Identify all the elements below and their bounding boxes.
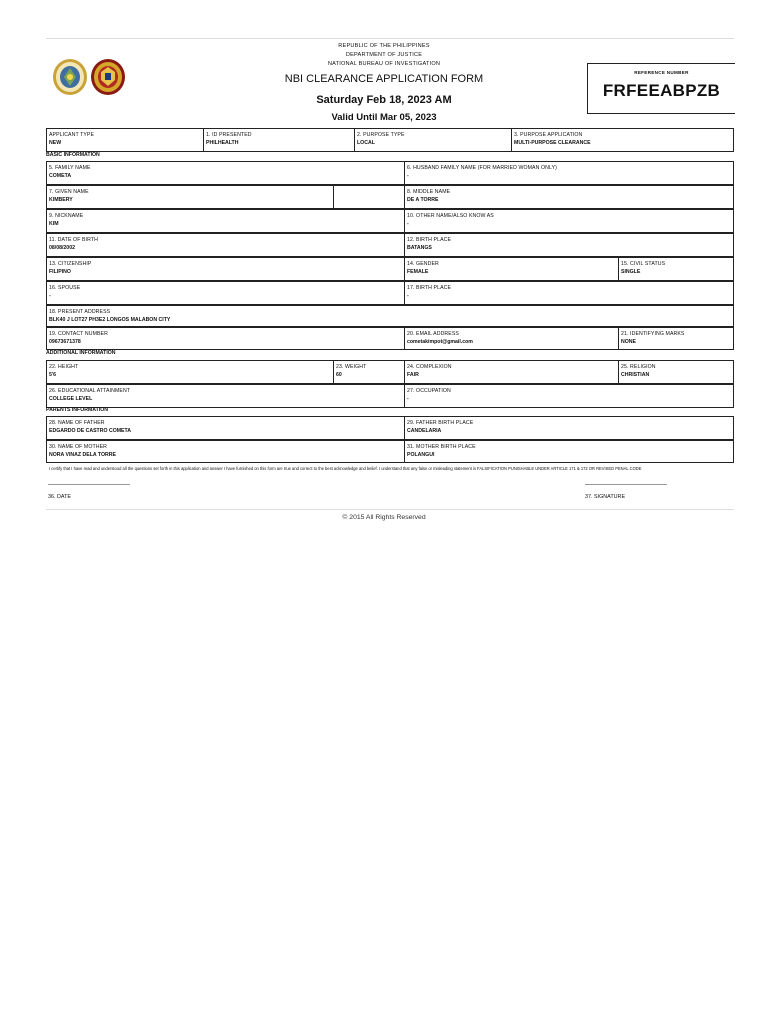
field-label: 30. NAME OF MOTHER	[49, 444, 108, 450]
field-value: DE A TORRE	[407, 197, 439, 203]
applicant-type-cell	[47, 129, 203, 151]
application-date: Saturday Feb 18, 2023 AM	[316, 94, 452, 106]
field-value: PHILHEALTH	[206, 140, 239, 146]
field-label: 23. WEIGHT	[336, 364, 367, 370]
field-value: -	[49, 293, 51, 299]
family-name-row	[46, 161, 734, 185]
field-label: 15. CIVIL STATUS	[621, 261, 666, 267]
field-label: 25. RELIGION	[621, 364, 656, 370]
field-value: COMETA	[49, 173, 72, 179]
field-label: 20. EMAIL ADDRESS	[407, 331, 459, 337]
field-label: 19. CONTACT NUMBER	[49, 331, 108, 337]
copyright-footer: © 2015 All Rights Reserved	[342, 514, 426, 521]
field-value: FAIR	[407, 372, 419, 378]
field-label: 7. GIVEN NAME	[49, 189, 89, 195]
field-value: FILIPINO	[49, 269, 71, 275]
field-label: 17. BIRTH PLACE	[407, 285, 452, 291]
education-row	[46, 384, 734, 408]
gender-cell	[404, 258, 618, 280]
identifying-marks-cell	[618, 328, 733, 349]
field-value: 09673671378	[49, 339, 81, 345]
field-label: 22. HEIGHT	[49, 364, 79, 370]
contact-row	[46, 327, 734, 350]
field-value: KIMBERY	[49, 197, 73, 203]
field-label: 1. ID PRESENTED	[206, 132, 252, 138]
field-label: APPLICANT TYPE	[49, 132, 95, 138]
field-label: 3. PURPOSE APPLICATION	[514, 132, 583, 138]
signature-label: 37. SIGNATURE	[585, 494, 626, 500]
field-value: LOCAL	[357, 140, 375, 146]
spouse-cell	[47, 282, 404, 304]
spouse-birth-place-cell	[404, 282, 733, 304]
date-line	[48, 484, 130, 485]
id-presented-cell	[203, 129, 354, 151]
nickname-cell	[47, 210, 404, 232]
certification-statement: I certify that I have read and understood all the questions set forth in this application and answer I have furnished on this form are true and correct to the best acknowledge and belief. I understand that any false or misleading statement is FALSIFICATION PUNISHABLE UNDER ARTICLE 171 & 172 OR REVISED PENAL CODE	[49, 466, 642, 471]
department-line: DEPARTMENT OF JUSTICE	[345, 52, 423, 58]
field-label: 27. OCCUPATION	[407, 388, 451, 394]
birth-row	[46, 233, 734, 257]
religion-cell	[618, 361, 733, 383]
section-basic-information: BASIC INFORMATION	[46, 152, 100, 158]
reference-box	[587, 63, 735, 114]
present-address-cell	[47, 306, 733, 326]
contact-number-cell	[47, 328, 404, 349]
middle-name-cell	[404, 186, 733, 208]
field-value: FEMALE	[407, 269, 429, 275]
section-additional-information: ADDITIONAL INFORMATION	[46, 350, 116, 356]
field-label: 12. BIRTH PLACE	[407, 237, 452, 243]
field-label: 6. HUSBAND FAMILY NAME (FOR MARRIED WOMAN ONLY)	[407, 165, 557, 171]
nickname-row	[46, 209, 734, 233]
given-name-cell	[47, 186, 333, 208]
field-value: CHRISTIAN	[621, 372, 650, 378]
civil-status-cell	[618, 258, 733, 280]
reference-label: REFERENCE NUMBER	[634, 70, 689, 75]
section-parents-information: PARENTS INFORMATION	[46, 407, 109, 413]
field-label: 2. PURPOSE TYPE	[357, 132, 405, 138]
field-value: -	[407, 396, 409, 402]
signature-line	[585, 484, 667, 485]
spouse-row	[46, 281, 734, 305]
father-name-cell	[47, 417, 404, 439]
field-label: 11. DATE OF BIRTH	[49, 237, 98, 243]
complexion-cell	[404, 361, 618, 383]
field-label: 9. NICKNAME	[49, 213, 84, 219]
bureau-line: NATIONAL BUREAU OF INVESTIGATION	[327, 61, 441, 67]
field-value: -	[407, 293, 409, 299]
education-cell	[47, 385, 404, 407]
mother-birth-place-cell	[404, 441, 733, 462]
field-label: 24. COMPLEXION	[407, 364, 452, 370]
address-row	[46, 305, 734, 327]
field-value: -	[407, 173, 409, 179]
physical-row	[46, 360, 734, 384]
field-label: 28. NAME OF FATHER	[49, 420, 105, 426]
email-address-cell	[404, 328, 618, 349]
field-label: 16. SPOUSE	[49, 285, 81, 291]
field-label: 26. EDUCATIONAL ATTAINMENT	[49, 388, 131, 394]
aka-cell	[404, 210, 733, 232]
field-value: cometakimpot@gmail.com	[407, 339, 473, 345]
field-value: KIM	[49, 221, 59, 227]
occupation-cell	[404, 385, 733, 407]
valid-until: Valid Until Mar 05, 2023	[331, 112, 437, 123]
field-value: BLK40 J LOT27 PH3E2 LONGOS MALABON CITY	[49, 317, 171, 323]
purpose-type-cell	[354, 129, 511, 151]
field-value: 60	[336, 372, 342, 378]
field-value: NORA VINAZ DELA TORRE	[49, 452, 116, 458]
bottom-divider	[46, 509, 734, 510]
field-value: COLLEGE LEVEL	[49, 396, 93, 402]
purpose-application-cell	[511, 129, 733, 151]
father-birth-place-cell	[404, 417, 733, 439]
date-of-birth-cell	[47, 234, 404, 256]
citizenship-cell	[47, 258, 404, 280]
height-cell	[47, 361, 333, 383]
mother-name-cell	[47, 441, 404, 462]
field-label: 8. MIDDLE NAME	[407, 189, 451, 195]
father-row	[46, 416, 734, 440]
field-value: 08/08/2002	[49, 245, 75, 251]
field-value: SINGLE	[621, 269, 641, 275]
field-value: NEW	[49, 140, 62, 146]
field-label: 13. CITIZENSHIP	[49, 261, 92, 267]
date-label: 36. DATE	[48, 494, 71, 500]
application-row	[46, 128, 734, 152]
field-value: NONE	[621, 339, 636, 345]
republic-line: REPUBLIC OF THE PHILIPPINES	[338, 43, 430, 49]
field-label: 29. FATHER BIRTH PLACE	[407, 420, 474, 426]
field-label: 21. IDENTIFYING MARKS	[621, 331, 685, 337]
reference-number: FRFEEABPZB	[602, 81, 721, 100]
field-label: 5. FAMILY NAME	[49, 165, 91, 171]
field-value: BATANGS	[407, 245, 432, 251]
field-label: 18. PRESENT ADDRESS	[49, 309, 111, 315]
field-label: 31. MOTHER BIRTH PLACE	[407, 444, 476, 450]
birth-place-cell	[404, 234, 733, 256]
field-label: 10. OTHER NAME/ALSO KNOW AS	[407, 213, 494, 219]
blank-cell	[333, 186, 404, 208]
field-value: MULTI-PURPOSE CLEARANCE	[514, 140, 591, 146]
form-title: NBI CLEARANCE APPLICATION FORM	[284, 73, 484, 85]
top-divider	[46, 38, 734, 39]
field-value: 5'6	[49, 372, 57, 378]
husband-family-name-cell	[404, 162, 733, 184]
citizenship-row	[46, 257, 734, 281]
field-label: 14. GENDER	[407, 261, 439, 267]
field-value: EDGARDO DE CASTRO COMETA	[49, 428, 132, 434]
field-value: -	[407, 221, 409, 227]
mother-row	[46, 440, 734, 463]
family-name-cell	[47, 162, 404, 184]
weight-cell	[333, 361, 404, 383]
field-value: CANDELARIA	[407, 428, 442, 434]
field-value: POLANGUI	[407, 452, 435, 458]
given-name-row	[46, 185, 734, 209]
